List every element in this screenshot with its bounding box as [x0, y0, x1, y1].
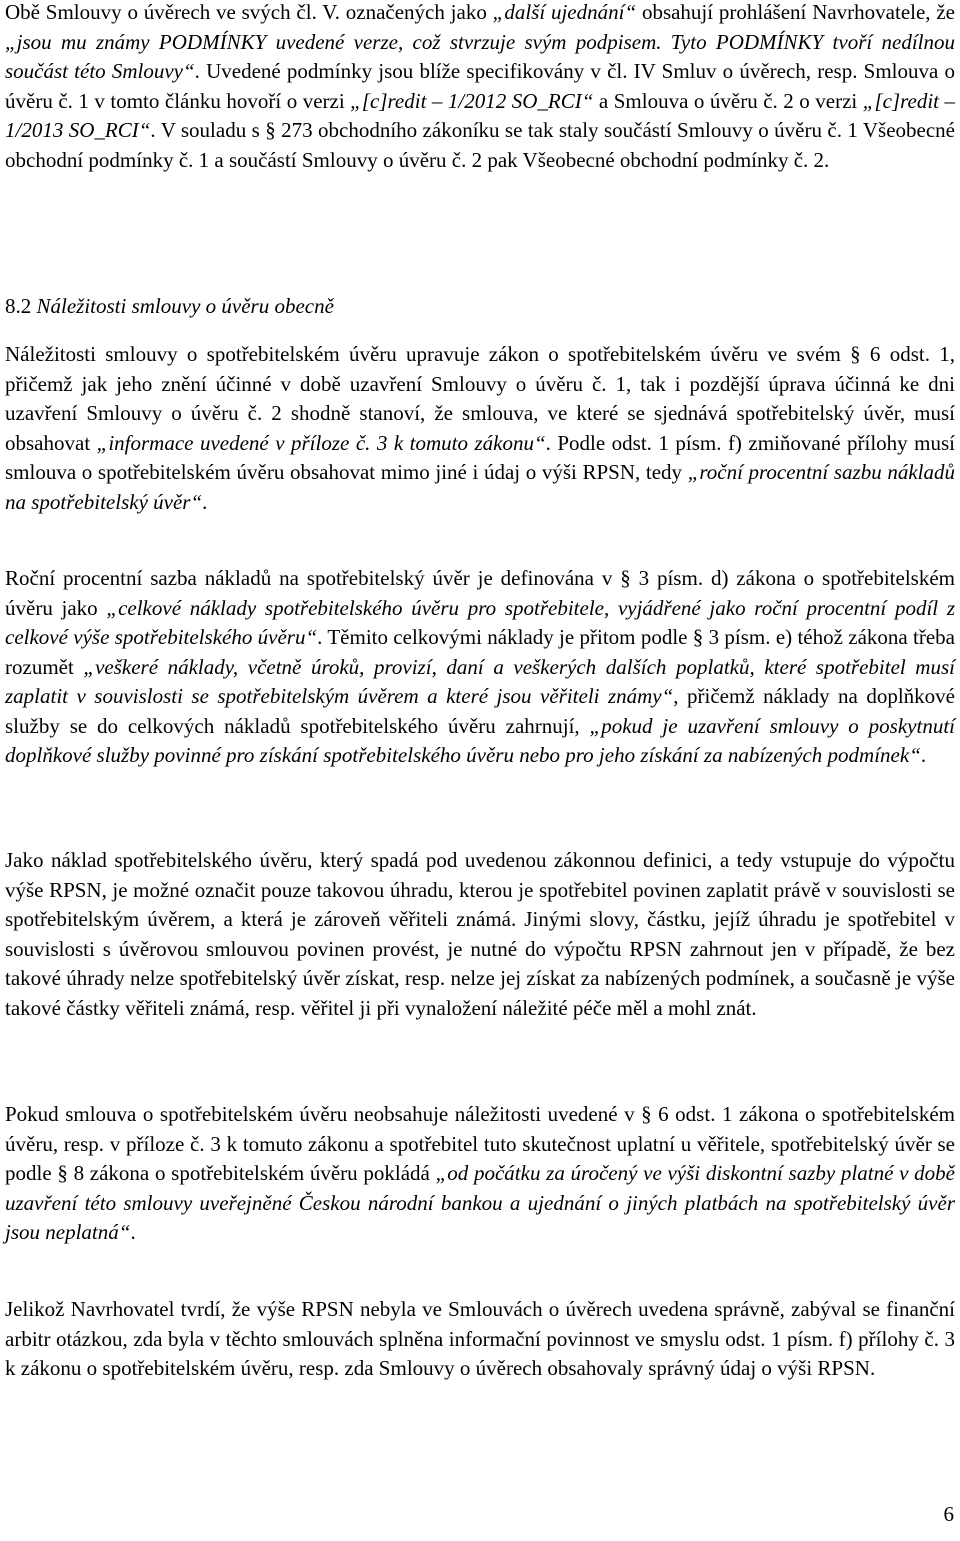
body-text: a Smlouva o úvěru č. 2 o verzi	[593, 88, 863, 113]
body-text: . V souladu s § 273 obchodního zákoníku se tak staly součástí Smlouvy o úvěru č. 1 Všeobecné obchodní podmínky č. 1 a součástí Smlouvy o úvěru č. 2 pak Všeobecné obchodní podmínky č. 2.	[5, 118, 955, 172]
body-text: , přičemž náklady na doplňkové služby se do celkových nákladů spotřebitelského úvěru zahrnují,	[5, 684, 955, 738]
quoted-text: „celkové náklady spotřebitelského úvěru pro spotřebitele, vyjádřené jako roční procentní podíl z celkové výše spotřebitelského úvěru“	[5, 595, 955, 649]
body-text: obsahují prohlášení Navrhovatele, že	[636, 0, 955, 24]
body-text: Pokud smlouva o spotřebitelském úvěru neobsahuje náležitosti uvedené v § 6 odst. 1 zákona o spotřebitelském úvěru, resp. v příloze č. 3 k tomuto zákonu a spotřebitel tuto skutečnost uplatní u věřitele, spotřebitelský úvěr se podle § 8 zákona o spotřebitelském úvěru pokládá	[5, 1102, 955, 1185]
paragraph-rpsn-definition	[5, 564, 955, 771]
quoted-text: „jsou mu známy PODMÍNKY uvedené verze, což stvrzuje svým podpisem. Tyto PODMÍNKY tvoří nedílnou součást této Smlouvy“	[5, 29, 955, 83]
quoted-text: „[c]redit – 1/2013 SO_RCI“	[5, 88, 956, 142]
page-number: 6	[943, 1502, 954, 1526]
body-text: .	[920, 743, 927, 767]
body-text: Jelikož Navrhovatel tvrdí, že výše RPSN nebyla ve Smlouvách o úvěrech uvedena správně, zabýval se finanční arbitr otázkou, zda byla v těchto smlouvách splněna informační povinnost ve smyslu odst. 1 písm. f) přílohy č. 3 k zákonu o spotřebitelském úvěru, resp. zda Smlouvy o úvěrech obsahovaly správný údaj o výši RPSN.	[5, 1297, 955, 1380]
quoted-text: „veškeré náklady, včetně úroků, provizí, daní a veškerých dalších poplatků, které spotřebitel musí zaplatit v souvislosti se spotřebitelským úvěrem a které jsou věřiteli známy“	[5, 654, 955, 708]
body-text: .	[130, 1220, 136, 1244]
body-text: Obě Smlouvy o úvěrech ve svých čl. V. označených jako	[5, 0, 493, 24]
body-text: Jako náklad spotřebitelského úvěru, který spadá pod uvedenou zákonnou definici, a tedy vstupuje do výpočtu výše RPSN, je možné označit pouze takovou úhradu, kterou je spotřebitel povinen zaplatit právě v souvislosti se spotřebitelským úvěrem, a která je zároveň věřiteli známá. Jinými slovy, částku, jejíž úhradu je spotřebitel v souvislosti s úvěrovou smlouvou povinen provést, je nutné do výpočtu RPSN zahrnout jen v případě, že bez takové úhrady nelze spotřebitelský úvěr získat, resp. nelze jej získat za nabízených podmínek, a současně je výše takové částky věřiteli známá, resp. věřitel ji při vynaložení náležité péče měl a mohl znát.	[5, 848, 955, 1020]
body-text: Náležitosti smlouvy o spotřebitelském úvěru upravuje zákon o spotřebitelském úvěru ve svém § 6 odst. 1, přičemž jak jeho znění účinné v době uzavření Smlouvy o úvěru č. 1, tak i pozdější úprava účinná ke dni uzavření Smlouvy o úvěru č. 2 shodně stanoví, že smlouva, ve které se sjednává spotřebitelský úvěr, musí obsahovat	[5, 342, 955, 455]
quoted-text: „od počátku za úročený ve výši diskontní sazby platné v době uzavření této smlouvy uveřejněné Českou národní bankou a ujednání o jiných platbách na spotřebitelský úvěr jsou neplatná“	[5, 1161, 955, 1244]
paragraph-agreements	[5, 0, 955, 175]
paragraph-cost-item	[5, 846, 955, 1023]
paragraph-requirements	[5, 340, 955, 517]
section-number: 8.2	[5, 294, 37, 318]
section-heading	[5, 292, 955, 322]
quoted-text: „další ujednání“	[492, 0, 637, 24]
body-text: . Podle odst. 1 písm. f) zmiňované přílohy musí smlouva o spotřebitelském úvěru obsahovat mimo jiné i údaj o výši RPSN, tedy	[5, 430, 955, 484]
quoted-text: „[c]redit – 1/2012 SO_RCI“	[350, 88, 594, 113]
paragraph-arbiter	[5, 1295, 955, 1384]
paragraph-consequences	[5, 1100, 955, 1248]
body-text: Roční procentní sazba nákladů na spotřebitelský úvěr je definována v § 3 písm. d) zákona o spotřebitelském úvěru jako	[5, 566, 955, 620]
body-text: .	[202, 489, 208, 514]
body-text: . Uvedené podmínky jsou blíže specifikovány v čl. IV Smluv o úvěrech, resp. Smlouva o úvěru č. 1 v tomto článku hovoří o verzi	[5, 59, 955, 113]
quoted-text: „roční procentní sazbu nákladů na spotřebitelský úvěr“	[5, 460, 955, 514]
section-title: Náležitosti smlouvy o úvěru obecně	[36, 294, 334, 318]
body-text: . Těmito celkovými náklady je přitom podle § 3 písm. e) téhož zákona třeba rozumět	[5, 625, 955, 679]
quoted-text: „pokud je uzavření smlouvy o poskytnutí doplňkové služby povinné pro získání spotřebitelského úvěru nebo pro jeho získání za nabízených podmínek“	[5, 713, 955, 767]
quoted-text: „informace uvedené v příloze č. 3 k tomuto zákonu“	[96, 430, 546, 455]
